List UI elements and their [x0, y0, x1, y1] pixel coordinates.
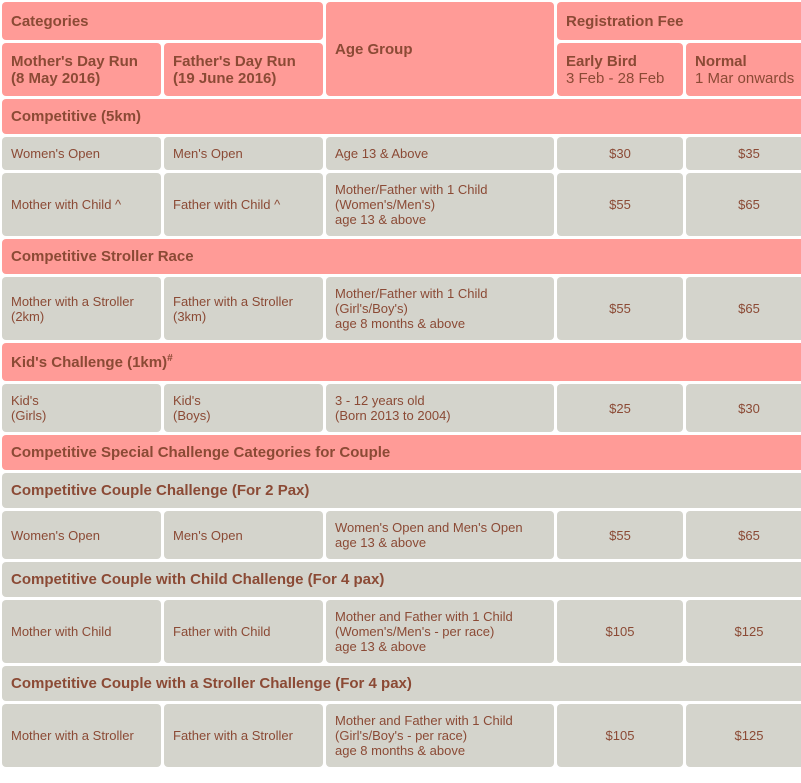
table-row [2, 137, 801, 170]
age-group-cell: Women's Open and Men's Open age 13 & above [326, 511, 554, 559]
subsection-couple-child-4pax: Competitive Couple with Child Challenge (For 4 pax) [2, 562, 801, 597]
mothers-category-cell: Mother with a Stroller [2, 704, 161, 767]
fathers-category-cell: Father with a Stroller [164, 704, 323, 767]
normal-fee-cell: $125 [686, 600, 801, 663]
normal-fee-cell: $35 [686, 137, 801, 170]
table-row [2, 600, 801, 663]
subsection-couple-stroller-4pax: Competitive Couple with a Stroller Challenge (For 4 pax) [2, 666, 801, 701]
section-competitive-5km: Competitive (5km) [2, 99, 801, 134]
fathers-category-cell: Father with Child ^ [164, 173, 323, 236]
normal-fee-cell: $30 [686, 384, 801, 432]
early-bird-fee-cell: $105 [557, 704, 683, 767]
fathers-category-cell: Kid's (Boys) [164, 384, 323, 432]
early-bird-title: Early Bird [566, 52, 637, 70]
table-row [2, 173, 801, 236]
fathers-day-date: (19 June 2016) [173, 69, 277, 87]
early-bird-fee-cell: $55 [557, 173, 683, 236]
age-group-cell: Mother/Father with 1 Child (Women's/Men's) age 13 & above [326, 173, 554, 236]
age-group-cell: Mother and Father with 1 Child (Girl's/Boy's - per race) age 8 months & above [326, 704, 554, 767]
mothers-category-cell: Mother with Child [2, 600, 161, 663]
kids-challenge-title: Kid's Challenge (1km) [11, 353, 168, 371]
normal-fee-cell: $65 [686, 173, 801, 236]
mothers-category-cell: Mother with a Stroller (2km) [2, 277, 161, 340]
early-bird-dates: 3 Feb - 28 Feb [566, 69, 665, 87]
table-row [2, 277, 801, 340]
mothers-category-cell: Women's Open [2, 511, 161, 559]
mothers-category-cell: Mother with Child ^ [2, 173, 161, 236]
normal-fee-cell: $125 [686, 704, 801, 767]
normal-header [686, 43, 801, 96]
mothers-day-title: Mother's Day Run [11, 52, 138, 70]
age-group-cell: Mother/Father with 1 Child (Girl's/Boy's) age 8 months & above [326, 277, 554, 340]
table-row [2, 384, 801, 432]
kids-challenge-footnote-mark: # [167, 352, 173, 364]
early-bird-fee-cell: $25 [557, 384, 683, 432]
normal-title: Normal [695, 52, 747, 70]
section-stroller-race: Competitive Stroller Race [2, 239, 801, 274]
mothers-category-cell: Women's Open [2, 137, 161, 170]
normal-dates: 1 Mar onwards [695, 69, 795, 87]
section-kids-challenge [2, 343, 801, 381]
fathers-day-title: Father's Day Run [173, 52, 296, 70]
registration-fee-header: Registration Fee [557, 2, 801, 40]
age-group-cell: Age 13 & Above [326, 137, 554, 170]
section-special-couple: Competitive Special Challenge Categories for Couple [2, 435, 801, 470]
mothers-day-date: (8 May 2016) [11, 69, 101, 87]
mothers-category-cell: Kid's (Girls) [2, 384, 161, 432]
fathers-day-run-header [164, 43, 323, 96]
early-bird-fee-cell: $30 [557, 137, 683, 170]
table-row [2, 704, 801, 767]
subsection-couple-2pax: Competitive Couple Challenge (For 2 Pax) [2, 473, 801, 508]
categories-header: Categories [2, 2, 323, 40]
fathers-category-cell: Men's Open [164, 137, 323, 170]
table-row [2, 511, 801, 559]
early-bird-header [557, 43, 683, 96]
age-group-header: Age Group [326, 2, 554, 96]
normal-fee-cell: $65 [686, 511, 801, 559]
mothers-day-run-header [2, 43, 161, 96]
normal-fee-cell: $65 [686, 277, 801, 340]
age-group-cell: 3 - 12 years old (Born 2013 to 2004) [326, 384, 554, 432]
fathers-category-cell: Father with Child [164, 600, 323, 663]
fathers-category-cell: Men's Open [164, 511, 323, 559]
early-bird-fee-cell: $55 [557, 511, 683, 559]
fathers-category-cell: Father with a Stroller (3km) [164, 277, 323, 340]
early-bird-fee-cell: $105 [557, 600, 683, 663]
age-group-cell: Mother and Father with 1 Child (Women's/Men's - per race) age 13 & above [326, 600, 554, 663]
early-bird-fee-cell: $55 [557, 277, 683, 340]
